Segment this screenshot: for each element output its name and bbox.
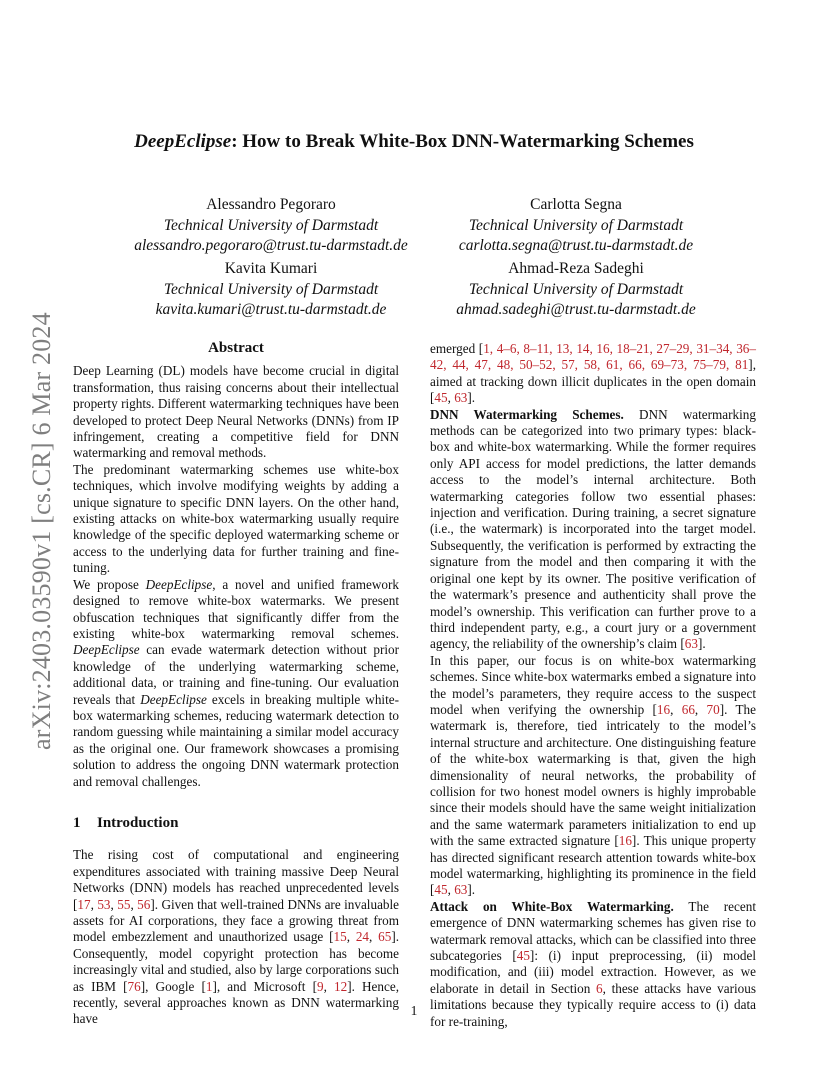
left-column bbox=[73, 340, 399, 1028]
citation-link[interactable]: 55 bbox=[117, 896, 131, 912]
citation-link[interactable]: 56 bbox=[137, 896, 151, 912]
citation-link[interactable]: 53 bbox=[97, 896, 111, 912]
section-link[interactable]: 6 bbox=[596, 980, 603, 996]
citation-link[interactable]: 12 bbox=[334, 978, 348, 994]
arxiv-identifier: arXiv:2403.03590v1 [cs.CR] 6 Mar 2024 bbox=[27, 312, 56, 750]
citation-link[interactable]: 63 bbox=[454, 882, 468, 898]
section-number: 1 bbox=[73, 814, 81, 831]
section-title: Introduction bbox=[97, 814, 179, 831]
author-email: carlotta.segna@trust.tu-darmstadt.de bbox=[458, 237, 694, 254]
text-run: ]: (i) input preprocessing, (ii) model modification, and (iii) model extraction. However, as we elaborate in detail in Section bbox=[430, 948, 756, 996]
author-name: Carlotta Segna bbox=[530, 196, 622, 213]
citation-link[interactable]: 76 bbox=[127, 978, 141, 994]
author-name: Kavita Kumari bbox=[224, 260, 318, 277]
text-run: emerged [ bbox=[430, 341, 484, 356]
text-run: DNN watermarking methods can be categorized into two primary types: black-box and white-box watermarking. While the former requires only API access for model predictions, the latter demands access to the model’s internal architecture. Both watermarking categories follow two essential phases: injection and verification. During training, a secret signature (i.e., the watermark) is incorporated into the target model. Subsequently, the verification is performed by extracting the signature from the model and then comparing it with the original one kept by its owner. The positive verification of the watermark’s presence and authenticity shall prove the model’s ownership. This verification can further prove to a third independent party, e.g., a court jury or a government agency, the reliability of the ownership’s claim [ bbox=[430, 406, 756, 652]
author-affiliation: Technical University of Darmstadt bbox=[163, 216, 379, 234]
text-run: ]. bbox=[697, 636, 706, 652]
text-run: ]. bbox=[467, 882, 476, 898]
citation-link[interactable]: 1 bbox=[205, 978, 213, 994]
text-run: , these attacks have various limitations because they typically require access to (i) data for re-training, bbox=[430, 980, 756, 1029]
text-run: ]. This unique property has directed significant research attention towards white-box model watermarking, highlighting its prominence in the field [ bbox=[430, 833, 756, 898]
abstract-paragraph-2: The predominant watermarking schemes use white-box techniques, which involve modifying weights by adding a unique signature to specific DNN layers. On the other hand, existing attacks on white-box watermarking usually require knowledge of the specific deployed watermarking scheme or access to the underlying data for further training and fine-tuning. bbox=[73, 461, 399, 576]
author-name: Alessandro Pegoraro bbox=[206, 196, 336, 213]
text-run: , a novel and unified framework designed to remove white-box watermarks. We present obfuscation techniques that significantly differ from the existing white-box watermarking removal schemes. bbox=[73, 576, 399, 641]
dnn-watermarking-paragraph bbox=[430, 407, 756, 653]
citation-link[interactable]: 16 bbox=[618, 833, 632, 849]
text-run: ]. Hence, recently, several approaches known as DNN watermarking have bbox=[73, 978, 399, 1027]
author-email: kavita.kumari@trust.tu-darmstadt.de bbox=[155, 301, 387, 318]
author-name: Ahmad-Reza Sadeghi bbox=[508, 260, 644, 277]
citation-link[interactable]: 70 bbox=[706, 701, 720, 717]
text-run: ], Google [ bbox=[140, 978, 206, 994]
method-name: DeepEclipse bbox=[140, 691, 207, 707]
author-block bbox=[411, 259, 741, 321]
author-block bbox=[411, 195, 741, 257]
text-run: excels in breaking multiple white-box watermarking schemes, reducing watermark detection to random guessing while maintaining a similar model accuracy as the original one. Our framework showcases a promising solution to address the ongoing DNN watermark protection and removal challenges. bbox=[73, 691, 399, 789]
text-run: ]. The watermark is, therefore, tied intricately to the model’s internal structure and architecture. One distinguishing feature of the white-box watermarking is that, given the high dimensionality of neural networks, the probability of collision for two honest model owners is highly improbable since their models should have the same weight initialization and the same watermark parameters initialization to end up with the same extracted signature [ bbox=[430, 701, 757, 849]
title-name: DeepEclipse bbox=[134, 131, 232, 152]
attack-paragraph bbox=[430, 899, 756, 1030]
text-run: ], aimed at tracking down illicit duplicates in the open domain [ bbox=[430, 357, 756, 406]
citation-link[interactable]: 16 bbox=[656, 701, 671, 717]
text-run: The rising cost of computational and engineering expenditures associated with training massive Deep Neural Networks (DNN) models has reached unprecedented levels [ bbox=[73, 847, 399, 912]
author-block bbox=[106, 195, 436, 257]
text-run: ], and Microsoft [ bbox=[212, 978, 317, 994]
citation-link[interactable]: 15 bbox=[333, 929, 347, 945]
citation-list[interactable]: 1, 4–6, 8–11, 13, 14, 16, 18–21, 27–29, 31–34, 36–42, 44, 47, 48, 50–52, 57, 58, 61, 66, 69–73, 75–79, 81 bbox=[430, 341, 756, 373]
author-affiliation: Technical University of Darmstadt bbox=[468, 216, 684, 234]
text-run: ]. bbox=[467, 390, 476, 406]
text-run: We propose bbox=[73, 576, 146, 592]
intro-continuation: emerged [1, 4–6, 8–11, 13, 14, 16, 18–21, 27–29, 31–34, 36–42, 44, 47, 48, 50–52, 57, 58, 61, 66, 69–73, 75–79, 81], aimed at tracking down illicit duplicates in the open domain [45, 63]. bbox=[430, 341, 756, 406]
author-block bbox=[106, 259, 436, 321]
run-in-heading: Attack on White-Box Watermarking. bbox=[430, 898, 674, 914]
author-email: ahmad.sadeghi@trust.tu-darmstadt.de bbox=[456, 301, 696, 318]
method-name: DeepEclipse bbox=[73, 642, 140, 658]
abstract-heading: Abstract bbox=[208, 340, 264, 356]
title-rest: : How to Break White-Box DNN-Watermarking Schemes bbox=[231, 131, 694, 152]
citation-link[interactable]: 45 bbox=[434, 390, 448, 406]
text-run: In this paper, our focus is on white-box watermarking schemes. Since white-box watermarks embed a signature into the model’s parameters, they require access to the suspect model when verifying the ownership [ bbox=[430, 652, 756, 717]
citation-link[interactable]: 45 bbox=[516, 948, 530, 964]
author-email: alessandro.pegoraro@trust.tu-darmstadt.de bbox=[134, 237, 408, 254]
page-number: 1 bbox=[410, 1003, 418, 1018]
text-run: The recent emergence of DNN watermarking schemes has given rise to watermark removal attacks, which can be classified into three subcategories [ bbox=[430, 898, 756, 964]
run-in-heading: DNN Watermarking Schemes. bbox=[430, 406, 624, 422]
text-run: can evade watermark detection without prior knowledge of the underlying watermarking scheme, additional data, or training and fine-tuning. Our evaluation reveals that bbox=[73, 642, 399, 707]
citation-link[interactable]: 63 bbox=[454, 390, 468, 406]
citation-link[interactable]: 45 bbox=[434, 882, 448, 898]
right-column bbox=[430, 341, 756, 1030]
author-affiliation: Technical University of Darmstadt bbox=[468, 280, 684, 298]
abstract-paragraph-1: Deep Learning (DL) models have become crucial in digital transformation, thus raising concerns about their intellectual property rights. Different watermarking techniques have been developed to protect Deep Neural Networks (DNNs) from IP infringement, creating a competitive field for DNN watermarking and removal methods. bbox=[73, 363, 399, 461]
intro-paragraph: The rising cost of computational and engineering expenditures associated with training massive Deep Neural Networks (DNN) models has reached unprecedented levels [17, 53, 55, 56]. Given that well-trained DNNs are invaluable assets for AI corporations, they face a growing threat from model embezzlement and unauthorized usage [15, 24, 65]. Consequently, model copyright protection has become increasingly vital and studied, also by large corporations such as IBM [76], Google [1], and Microsoft [9, 12]. Hence, recently, several approaches known as DNN watermarking have bbox=[73, 847, 400, 1027]
citation-link[interactable]: 17 bbox=[77, 896, 91, 912]
citation-link[interactable]: 63 bbox=[684, 636, 698, 652]
method-name: DeepEclipse bbox=[145, 576, 213, 592]
paper-title bbox=[100, 131, 728, 153]
citation-link[interactable]: 66 bbox=[681, 701, 695, 717]
text-run: ]. Consequently, model copyright protection has become increasingly vital and studied, also by large corporations such as IBM [ bbox=[73, 929, 400, 994]
author-affiliation: Technical University of Darmstadt bbox=[163, 280, 379, 298]
citation-link[interactable]: 9 bbox=[317, 978, 324, 994]
abstract-paragraph-3 bbox=[73, 577, 399, 790]
section-heading bbox=[73, 815, 399, 831]
citation-link[interactable]: 24 bbox=[355, 929, 369, 945]
text-run: ]. Given that well-trained DNNs are invaluable assets for AI corporations, they face a growing threat from model embezzlement and unauthorized usage [ bbox=[73, 896, 400, 945]
focus-paragraph: In this paper, our focus is on white-box watermarking schemes. Since white-box watermarks embed a signature into the model’s parameters, they require access to the suspect model when verifying the ownership [16, 66, 70]. The watermark is, therefore, tied intricately to the model’s internal structure and architecture. One distinguishing feature of the white-box watermarking is that, given the high dimensionality of neural networks, the probability of collision for two honest model owners is highly improbable since their models should have the same weight initialization and the same watermark parameters initialization to end up with the same extracted signature [16]. This unique property has directed significant research attention towards white-box model watermarking, highlighting its prominence in the field [45, 63]. bbox=[430, 652, 757, 898]
citation-link[interactable]: 65 bbox=[378, 929, 392, 945]
